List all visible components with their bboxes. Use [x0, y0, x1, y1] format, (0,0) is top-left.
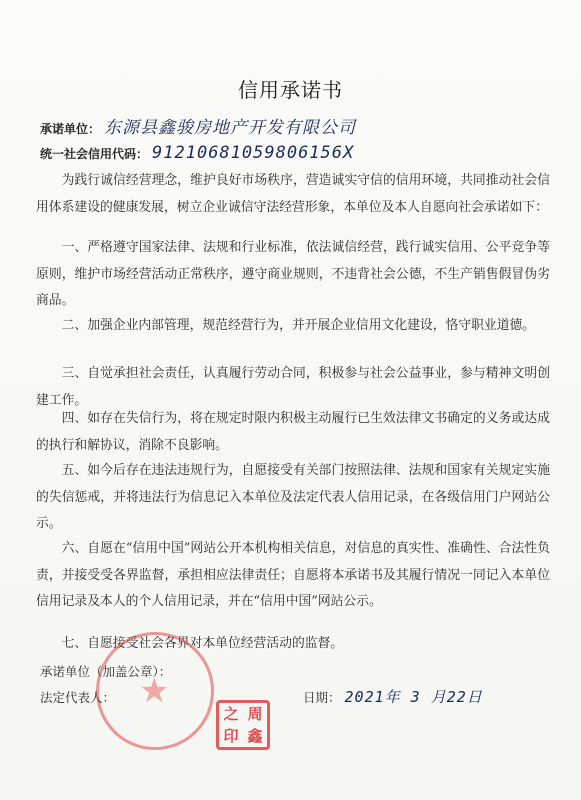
sign-rep-label: 法定代表人：: [40, 690, 116, 705]
paragraph-6: 六、自愿在“信用中国”网站公开本机构相关信息，对信息的真实性、准确性、合法性负责，并接受受各界监督，承担相应法律责任；自愿将本承诺书及其履行情况一同记入本单位信用记录及本人的个人信用记录，并在“信用中国”网站公示。: [36, 541, 550, 609]
paragraph-5: 五、如今后存在违法违规行为，自愿接受有关部门按照法律、法规和国家有关规定实施的失信惩戒，并将违法行为信息记入本单位及法定代表人信用记录，在各级信用门户网站公示。: [36, 463, 550, 531]
paragraph-4: 四、如存在失信行为，将在规定时限内积极主动履行已生效法律文书确定的义务或达成的执行和解协议，消除不良影响。: [36, 411, 550, 453]
seal-char: 之: [223, 705, 239, 723]
date-label: 日期：: [303, 690, 341, 705]
credit-code-row: [40, 143, 354, 163]
representative-seal: [216, 700, 270, 750]
date-handwriting: 2021年 3 月22日: [344, 688, 483, 706]
paragraph-7: 七、自愿接受社会各界对本单位经营活动的监督。: [61, 636, 344, 651]
paragraph-1: 一、严格遵守国家法律、法规和行业标准，依法诚信经营，践行诚实信用、公平竞争等原则，维护市场经营活动正常秩序，遵守商业规则，不违背社会公德，不生产销售假冒伪劣商品。: [36, 240, 550, 308]
seal-char: 印: [223, 727, 239, 745]
date-row: [303, 686, 483, 707]
paragraph-3: 三、自觉承担社会责任，认真履行劳动合同，积极参与社会公益事业，参与精神文明创建工作。: [36, 366, 550, 408]
unit-row: [40, 113, 356, 138]
seal-star-icon: ★: [139, 671, 170, 711]
credit-code-label: 统一社会信用代码：: [40, 147, 149, 161]
sign-unit-label: 承诺单位（加盖公章）：: [40, 664, 172, 679]
document-title: 信用承诺书: [238, 78, 343, 102]
credit-code-handwriting: 91210681059806156X: [152, 143, 355, 163]
unit-handwriting: 东源县鑫骏房地产开发有限公司: [104, 118, 357, 138]
paragraph-2: 二、加强企业内部管理，规范经营行为，并开展企业信用文化建设，恪守职业道德。: [61, 318, 536, 333]
unit-label: 承诺单位：: [40, 122, 101, 136]
seal-char: 周: [247, 705, 263, 723]
paragraph-intro: 为践行诚信经营理念，维护良好市场秩序，营造诚实守信的信用环境，共同推动社会信用体系建设的健康发展，树立企业诚信守法经营形象，本单位及本人自愿向社会承诺如下：: [36, 173, 550, 215]
seal-char: 鑫: [247, 727, 263, 745]
